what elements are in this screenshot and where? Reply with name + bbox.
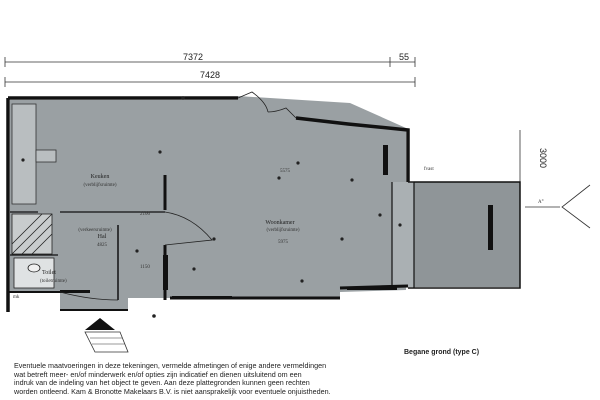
- room-living-sub: (verblijfsruimte): [266, 228, 300, 233]
- disclaimer-line: worden ontleend. Kam & Bronotte Makelaars B.V. is niet aansprakelijk voor eventuele onjuistheden.: [14, 386, 331, 396]
- room-toilet-sub: (toiletruimte): [40, 279, 67, 284]
- section-marker: [525, 185, 590, 228]
- disclaimer-text: [14, 362, 554, 396]
- floor-fill: [10, 96, 520, 310]
- room-hall-name: Hal: [97, 234, 107, 240]
- room-hall-area: 4825: [97, 243, 107, 248]
- dimension-width-main: 7372: [182, 52, 204, 62]
- stair: [12, 214, 52, 254]
- hall-dimension-a: 2100: [140, 212, 150, 217]
- section-marker-label: A°: [538, 200, 544, 205]
- entrance-arrow: [85, 318, 128, 352]
- disclaimer-line: wat betreft meer- en/of minderwerk en/of opties zijn indicatief en dienen uitsluitend om een: [14, 369, 302, 379]
- dimension-height-right: 3000: [538, 147, 548, 169]
- room-kitchen-sub: (verblijfsruimte): [83, 183, 117, 188]
- room-hall-sub: (verkeersruimte): [78, 228, 112, 233]
- room-living-name: Woonkamer: [265, 220, 295, 226]
- room-toilet-name: Toilet: [42, 270, 56, 276]
- meter-cupboard-label: mk: [13, 295, 20, 300]
- dimension-width-offset: 55: [398, 52, 410, 62]
- room-living-area-top: 5575: [280, 169, 290, 174]
- room-living-area-bottom: 5975: [278, 240, 288, 245]
- hall-dimension-b: 1150: [140, 265, 150, 270]
- fixed-glass-label: fvast: [424, 167, 434, 172]
- disclaimer-line: Eventuele maatvoeringen in deze tekeningen, vermelde afmetingen of enige andere vermeldingen: [14, 361, 327, 370]
- plan-caption: Begane grond (type C): [404, 349, 480, 356]
- room-kitchen-name: Keuken: [90, 174, 110, 180]
- disclaimer-line: indruk van de indeling van het object te geven. Aan deze plattegronden kunnen geen rechten: [14, 378, 310, 388]
- dimension-width-total: 7428: [199, 70, 221, 80]
